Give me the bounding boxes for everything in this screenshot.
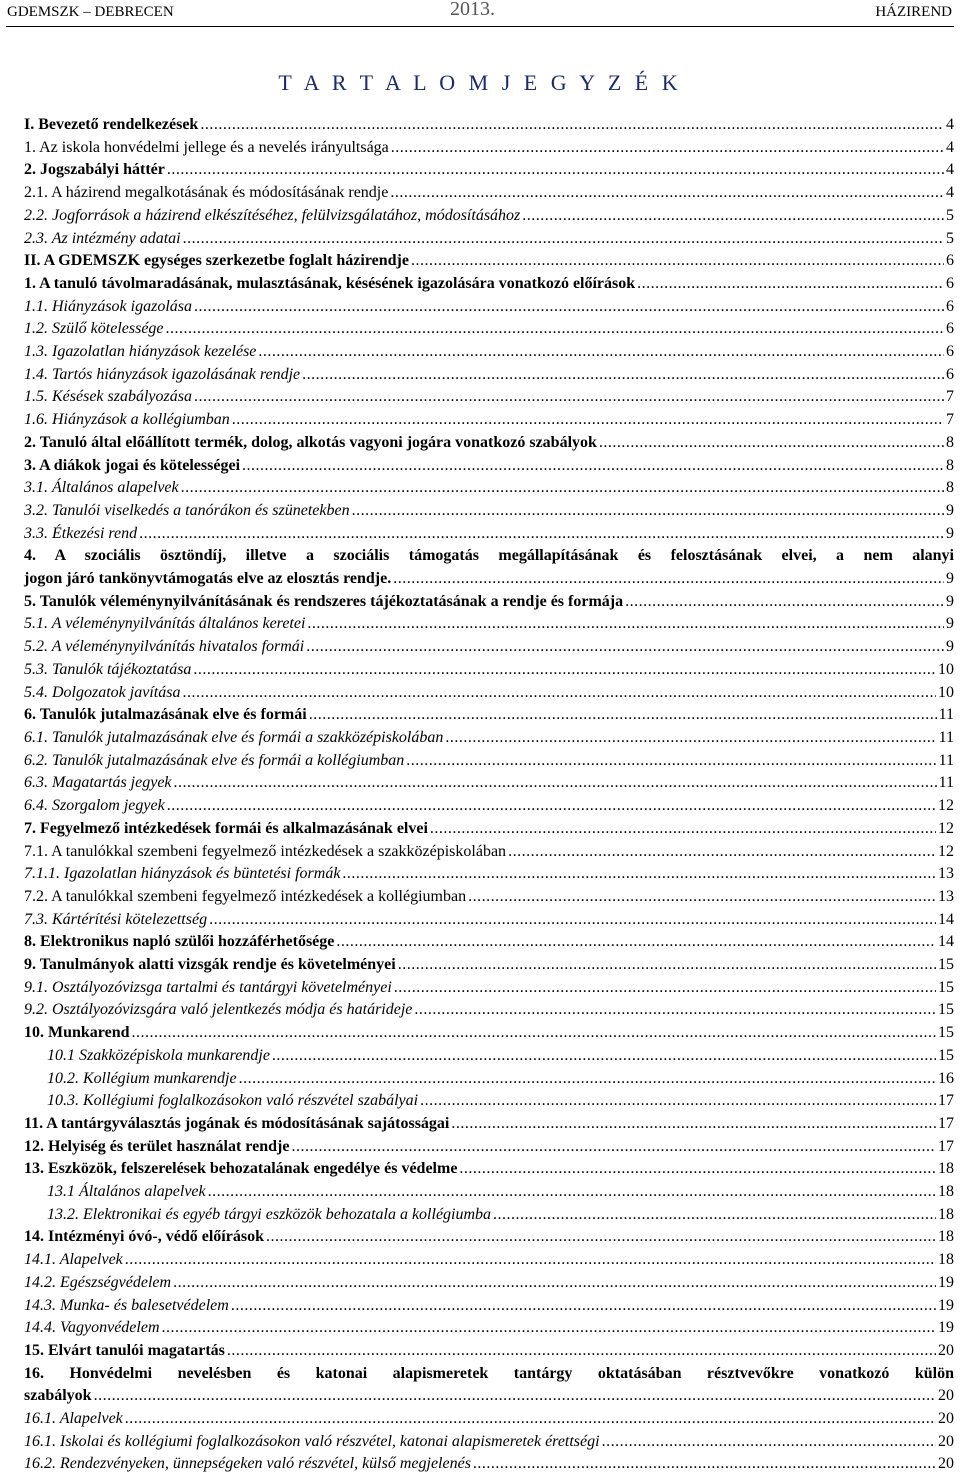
toc-entry-label: 6.4. Szorgalom jegyek [24,797,165,815]
toc-entry-label: 9.1. Osztályozóvizsga tartalmi és tantárgyi követelményei [24,978,392,996]
toc-entry-page: 7 [946,388,954,406]
toc-entry-page: 10 [938,660,954,678]
toc-entry-page: 6 [946,343,954,361]
dot-leader [194,386,944,409]
dot-leader [398,954,936,977]
toc-entry[interactable] [24,591,954,614]
toc-entry-label: 7.3. Kártérítési kötelezettség [24,910,208,928]
toc-entry-label: 11. A tantárgyválasztás jogának és módosításának sajátosságai [24,1114,450,1132]
toc-entry[interactable] [24,182,954,205]
toc-entry-page: 20 [938,1410,954,1428]
header-year: 2013. [450,0,495,20]
dot-leader [174,772,937,795]
toc-entry-page: 11 [938,706,954,724]
toc-entry-label: 1.6. Hiányzások a kollégiumban [24,411,230,429]
dot-leader [125,1249,936,1272]
toc-entry[interactable] [24,1249,954,1272]
dot-leader [309,704,937,727]
toc-entry[interactable] [24,1317,954,1340]
dot-leader [139,523,944,546]
toc-entry-label: 5.4. Dolgozatok javítása [24,683,181,701]
toc-entry-page: 20 [938,1387,954,1405]
toc-entry-label: 10. Munkarend [24,1024,130,1042]
toc-entry-label: 2. Jogszabályi háttér [24,161,165,179]
toc-entry[interactable] [24,409,954,432]
toc-entry[interactable] [24,659,954,682]
dot-leader [390,182,944,205]
toc-entry-label: 3. A diákok jogai és kötelességei [24,456,241,474]
toc-entry[interactable] [24,1022,954,1045]
toc-entry-page: 19 [938,1319,954,1337]
dot-leader [266,1226,936,1249]
toc-entry-label: 10.3. Kollégiumi foglalkozásokon való részvétel szabályai [47,1092,419,1110]
toc-entry[interactable] [24,841,954,864]
toc-entry-label: 14.4. Vagyonvédelem [24,1319,160,1337]
dot-leader [167,159,944,182]
toc-entry[interactable] [24,727,954,750]
toc-entry-page: 6 [946,365,954,383]
toc-entry-page: 4 [946,184,954,202]
dot-leader [200,114,944,137]
header-rule [6,26,954,27]
toc-entry-page: 7 [946,411,954,429]
dot-leader [393,568,944,591]
toc-entry-page: 17 [938,1137,954,1155]
toc-entry-page: 5 [946,229,954,247]
toc-entry-page: 13 [938,865,954,883]
toc-entry-label: 9.2. Osztályozóvizsgára való jelentkezés módja és határideje [24,1001,413,1019]
toc-entry-label: 2.1. A házirend megalkotásának és módosításának rendje [24,184,389,202]
toc-entry[interactable] [24,523,954,546]
toc-entry[interactable] [24,477,954,500]
dot-leader [625,591,944,614]
dot-leader [193,659,936,682]
toc-entry-page: 19 [938,1296,954,1314]
toc-entry-page: 20 [938,1432,954,1450]
dot-leader [307,613,944,636]
toc-entry[interactable] [24,977,954,1000]
toc-entry[interactable] [24,250,954,273]
toc-entry-label: 3.2. Tanulói viselkedés a tanórákon és szünetekben [24,501,350,519]
toc-entry[interactable] [24,500,954,523]
document-title: T A R T A L O M J E G Y Z É K [278,70,682,95]
toc-entry[interactable] [24,228,954,251]
dot-leader [166,318,944,341]
toc-entry-label: 7. Fegyelmező intézkedések formái és alkalmazásának elvei [24,819,428,837]
toc-entry[interactable] [24,545,954,590]
dot-leader [258,341,944,364]
toc-entry-label: 1.5. Késések szabályozása [24,388,192,406]
toc-entry-page: 9 [946,615,954,633]
toc-entry-page: 17 [938,1114,954,1132]
toc-entry-label: 3.1. Általános alapelvek [24,479,179,497]
toc-entry-label: II. A GDEMSZK egységes szerkezetbe foglalt házirendje [24,252,409,270]
toc-entry[interactable] [24,886,954,909]
toc-entry-label: 1.1. Hiányzások igazolása [24,297,192,315]
dot-leader [227,1340,936,1363]
toc-entry-page: 18 [938,1228,954,1246]
toc-entry-page: 4 [946,161,954,179]
toc-entry-page: 8 [946,479,954,497]
toc-entry[interactable] [24,772,954,795]
toc-entry[interactable] [24,432,954,455]
toc-entry[interactable] [24,1204,954,1227]
toc-entry[interactable] [24,455,954,478]
toc-entry-line2 [24,1385,954,1408]
toc-entry[interactable] [24,1272,954,1295]
dot-leader [132,1022,936,1045]
toc-entry-label: 6.2. Tanulók jutalmazásának elve és formái a kollégiumban [24,751,405,769]
dot-leader [167,795,936,818]
dot-leader [231,1295,936,1318]
toc-entry-label: 6. Tanulók jutalmazásának elve és formái [24,706,307,724]
dot-leader [239,1068,936,1091]
toc-entry[interactable] [24,137,954,160]
toc-entry-page: 19 [938,1273,954,1291]
dot-leader [208,1181,936,1204]
toc-entry[interactable] [24,1363,954,1408]
toc-entry-label: 14.3. Munka- és balesetvédelem [24,1296,229,1314]
dot-leader [272,1045,936,1068]
toc-entry-label: 7.1.1. Igazolatlan hiányzások és büntetési formák [24,865,341,883]
toc-entry-label: 16.2. Rendezvényeken, ünnepségeken való részvétel, külső megjelenés [24,1455,471,1473]
toc-entry[interactable] [24,273,954,296]
page-header [0,0,960,26]
toc-entry[interactable] [24,1453,954,1476]
toc-entry-page: 16 [938,1069,954,1087]
toc-entry[interactable] [24,205,954,228]
toc-entry-label: 2.2. Jogforrások a házirend elkészítéséhez, felülvizsgálatához, módosításához [24,206,521,224]
dot-leader [406,750,936,773]
dot-leader [451,1113,936,1136]
toc-entry-label-line2: jogon járó tankönyvtámogatás elve az elosztás rendje. [24,570,392,588]
toc-entry-page: 9 [946,524,954,542]
toc-entry-label: 3.3. Étkezési rend [24,524,138,542]
dot-leader [493,1204,936,1227]
toc-entry-label: 14. Intézményi óvó-, védő előírások [24,1228,264,1246]
toc-entry-label: 1.4. Tartós hiányzások igazolásának rendje [24,365,301,383]
toc-entry-label: 16.1. Iskolai és kollégiumi foglalkozásokon való részvétel, katonai alapismeretek érettségi [24,1432,600,1450]
dot-leader [414,999,936,1022]
toc-entry[interactable] [24,795,954,818]
toc-entry[interactable] [24,1431,954,1454]
toc-entry[interactable] [24,159,954,182]
toc-entry-page: 12 [938,842,954,860]
dot-leader [599,432,944,455]
toc-entry-page: 15 [938,978,954,996]
toc-entry[interactable] [24,999,954,1022]
toc-entry-page: 15 [938,1001,954,1019]
dot-leader [522,205,944,228]
toc-entry[interactable] [24,1158,954,1181]
toc-entry[interactable] [24,386,954,409]
dot-leader [173,1272,936,1295]
toc-entry-page: 15 [938,956,954,974]
toc-entry-page: 11 [938,774,954,792]
toc-entry-page: 9 [946,570,954,588]
toc-entry[interactable] [24,954,954,977]
toc-entry[interactable] [24,114,954,137]
toc-entry-page: 8 [946,433,954,451]
toc-entry[interactable] [24,296,954,319]
toc-entry-page: 20 [938,1341,954,1359]
toc-entry[interactable] [24,863,954,886]
header-document-type: HÁZIREND [875,4,952,20]
toc-entry[interactable] [24,1340,954,1363]
toc-entry-label: 6.3. Magatartás jegyek [24,774,172,792]
toc-entry-label: 5. Tanulók véleménynyilvánításának és rendszeres tájékoztatásának a rendje és formája [24,592,624,610]
toc-entry-page: 6 [946,320,954,338]
dot-leader [637,273,944,296]
toc-entry[interactable] [24,704,954,727]
toc-entry[interactable] [24,750,954,773]
toc-entry[interactable] [24,341,954,364]
toc-entry-label: 14.2. Egészségvédelem [24,1273,172,1291]
toc-entry-page: 5 [946,206,954,224]
dot-leader [306,636,944,659]
dot-leader [182,682,936,705]
toc-entry-page: 18 [938,1160,954,1178]
toc-entry-label: 13.1 Általános alapelvek [47,1183,206,1201]
toc-entry[interactable] [24,1045,954,1068]
toc-entry-label: 15. Elvárt tanulói magatartás [24,1341,225,1359]
dot-leader [162,1317,936,1340]
toc-entry-label: I. Bevezető rendelkezések [24,116,199,133]
toc-entry-page: 15 [938,1046,954,1064]
toc-entry-label-line2: szabályok [24,1387,92,1405]
toc-entry-page: 11 [938,751,954,769]
toc-entry-label: 5.1. A véleménynyilvánítás általános keretei [24,615,306,633]
toc-entry-page: 11 [938,728,954,746]
table-of-contents [24,114,954,1476]
dot-leader [125,1408,936,1431]
toc-entry[interactable] [24,613,954,636]
toc-entry[interactable] [24,682,954,705]
toc-entry-label: 8. Elektronikus napló szülői hozzáférhetősége [24,933,335,951]
toc-entry-label-line1: 4. A szociális ösztöndíj, illetve a szociális támogatás megállapításának és felosztásának elvei, a nem alanyi [24,547,954,565]
dot-leader [602,1431,936,1454]
dot-leader [302,364,944,387]
toc-entry-page: 9 [946,501,954,519]
toc-entry[interactable] [24,1408,954,1431]
dot-leader [430,818,936,841]
dot-leader [291,1136,936,1159]
toc-entry-page: 9 [946,638,954,656]
toc-entry-page: 8 [946,456,954,474]
toc-entry-label: 13.2. Elektronikai és egyéb tárgyi eszközök behozatala a kollégiumba [47,1205,492,1223]
toc-entry-label: 1.3. Igazolatlan hiányzások kezelése [24,343,257,361]
toc-entry-label: 1. Az iskola honvédelmi jellege és a nevelés irányultsága [24,138,389,156]
toc-entry-page: 4 [946,138,954,156]
dot-leader [242,455,944,478]
toc-entry-page: 15 [938,1024,954,1042]
dot-leader [420,1090,936,1113]
dot-leader [94,1385,936,1408]
toc-entry-page: 12 [938,819,954,837]
toc-entry-label: 14.1. Alapelvek [24,1251,123,1269]
toc-entry[interactable] [24,636,954,659]
toc-entry[interactable] [24,1136,954,1159]
toc-entry-label: 2.3. Az intézmény adatai [24,229,181,247]
toc-entry[interactable] [24,1181,954,1204]
dot-leader [473,1453,936,1476]
toc-entry-label: 1. A tanuló távolmaradásának, mulasztásának, késésének igazolására vonatkozó előírások [24,274,636,292]
toc-entry[interactable] [24,1226,954,1249]
toc-entry-line2 [24,568,954,591]
toc-entry-label: 1.2. Szülő kötelessége [24,320,164,338]
dot-leader [194,296,944,319]
toc-entry-label-line1: 16. Honvédelmi nevelésben és katonai alapismeretek tantárgy oktatásában résztvevőkre vonatkozó külön [24,1364,954,1382]
dot-leader [468,886,936,909]
toc-entry[interactable] [24,1068,954,1091]
toc-entry-label: 12. Helyiség és terület használat rendje [24,1137,290,1155]
toc-entry-label: 7.2. A tanulókkal szembeni fegyelmező intézkedések a kollégiumban [24,887,467,905]
dot-leader [336,931,936,954]
toc-entry[interactable] [24,364,954,387]
toc-entry-page: 10 [938,683,954,701]
toc-entry-page: 14 [938,910,954,928]
toc-entry-page: 18 [938,1183,954,1201]
toc-entry-label: 5.3. Tanulók tájékoztatása [24,660,192,678]
header-institution: GDEMSZK – DEBRECEN [7,4,174,20]
toc-entry-page: 14 [938,933,954,951]
dot-leader [232,409,944,432]
toc-entry-label: 5.2. A véleménynyilvánítás hivatalos formái [24,638,305,656]
toc-entry[interactable] [24,818,954,841]
dot-leader [411,250,944,273]
dot-leader [342,863,936,886]
toc-entry-page: 18 [938,1205,954,1223]
dot-leader [445,727,936,750]
toc-entry-label: 6.1. Tanulók jutalmazásának elve és formái a szakközépiskolában [24,728,444,746]
dot-leader [394,977,936,1000]
dot-leader [209,909,936,932]
toc-entry-label: 10.1 Szakközépiskola munkarendje [47,1046,270,1064]
toc-entry-page: 17 [938,1092,954,1110]
dot-leader [181,477,944,500]
toc-entry-page: 9 [946,592,954,610]
toc-entry-page: 6 [946,297,954,315]
toc-entry-label: 10.2. Kollégium munkarendje [47,1069,237,1087]
toc-entry[interactable] [24,318,954,341]
toc-entry[interactable] [24,1295,954,1318]
toc-entry-page: 4 [946,116,954,133]
toc-entry[interactable] [24,909,954,932]
toc-entry-page: 6 [946,252,954,270]
dot-leader [459,1158,936,1181]
toc-entry[interactable] [24,1113,954,1136]
dot-leader [183,228,944,251]
toc-entry-label: 9. Tanulmányok alatti vizsgák rendje és követelményei [24,956,396,974]
dot-leader [352,500,944,523]
toc-entry-page: 13 [938,887,954,905]
toc-entry[interactable] [24,1090,954,1113]
dot-leader [508,841,936,864]
toc-entry-page: 18 [938,1251,954,1269]
toc-entry-page: 6 [946,274,954,292]
dot-leader [391,137,944,160]
toc-entry-label: 16.1. Alapelvek [24,1410,123,1428]
toc-entry-label: 7.1. A tanulókkal szembeni fegyelmező intézkedések a szakközépiskolában [24,842,507,860]
toc-entry-label: 2. Tanuló által előállított termék, dolog, alkotás vagyoni jogára vonatkozó szabályok [24,433,597,451]
toc-entry-page: 20 [938,1455,954,1473]
toc-entry[interactable] [24,931,954,954]
toc-entry-label: 13. Eszközök, felszerelések behozatalának engedélye és védelme [24,1160,458,1178]
toc-entry-page: 12 [938,797,954,815]
